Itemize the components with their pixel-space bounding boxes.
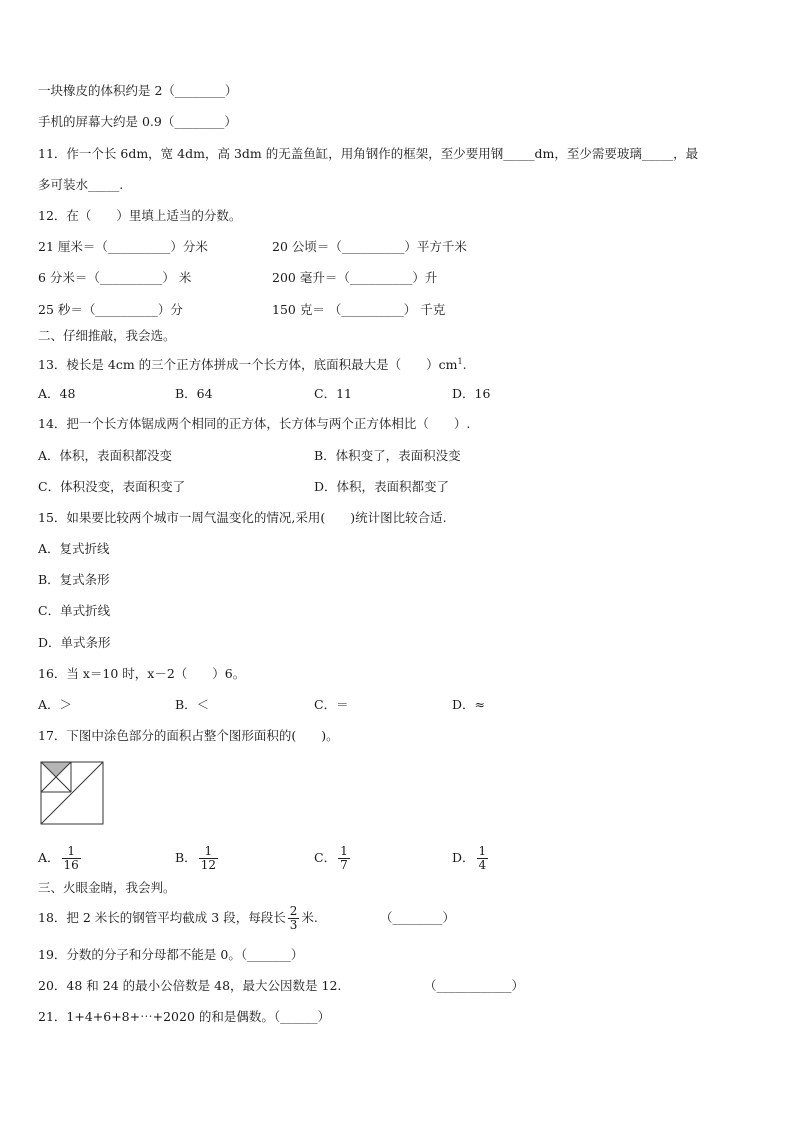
- q15-option-b: B．复式条形: [38, 572, 110, 587]
- fraction-numerator: 1: [204, 844, 213, 858]
- q12-row2-right: 200 毫升＝（__________）升: [272, 270, 438, 285]
- q15-option-a: A．复式折线: [38, 541, 110, 556]
- q16-option-a: A．＞: [38, 697, 73, 712]
- q13-option-b: B．64: [175, 386, 213, 401]
- q15-option-d: D．单式条形: [38, 635, 111, 650]
- question-19: 19．分数的分子和分母都不能是 0。（_______）: [38, 947, 304, 962]
- question-12: 12．在（ ）里填上适当的分数。: [38, 208, 242, 223]
- q14-option-b: B．体积变了，表面积没变: [314, 448, 461, 463]
- fraction-1-4: [477, 845, 489, 872]
- fraction-1-7: [338, 845, 350, 872]
- q15-option-c: C．单式折线: [38, 603, 111, 618]
- line-phone-screen: 手机的屏幕大约是 0.9（________）: [38, 114, 237, 129]
- section-3-heading: 三、火眼金睛，我会判。: [38, 880, 176, 895]
- q17-option-d-label: D．: [452, 850, 475, 865]
- line-eraser-volume: 一块橡皮的体积约是 2（________）: [38, 83, 238, 98]
- question-14: 14．把一个长方体锯成两个相同的正方体，长方体与两个正方体相比（ ）.: [38, 416, 471, 431]
- fraction-2-3: [288, 905, 300, 932]
- question-13-end: .: [462, 357, 467, 373]
- q12-row3-right: 150 克＝ （__________） 千克: [272, 302, 446, 317]
- q17-option-c: [314, 838, 352, 878]
- q17-option-b-label: B．: [175, 850, 197, 865]
- question-18-text: 18．把 2 米长的钢管平均截成 3 段，每段长: [38, 910, 286, 925]
- shaded-triangle: [41, 762, 71, 777]
- q13-option-a: A．48: [38, 386, 76, 401]
- question-13-exponent: 1: [457, 357, 463, 366]
- question-13: [38, 354, 467, 373]
- question-20: 20．48 和 24 的最小公倍数是 48，最大公因数是 12.: [38, 978, 342, 993]
- question-16: 16．当 x＝10 时，x－2（ ）6。: [38, 666, 246, 681]
- fraction-numerator: 1: [478, 844, 487, 858]
- question-13-text: 13．棱长是 4cm 的三个正方体拼成一个长方体，底面积最大是（ ）cm: [38, 357, 458, 373]
- q16-option-d: D．≈: [452, 697, 485, 712]
- fraction-denominator: 16: [63, 858, 79, 872]
- q18-answer-blank: （________）: [380, 910, 456, 925]
- question-21: 21．1+4+6+8+⋯+2020 的和是偶数。（______）: [38, 1009, 331, 1024]
- q12-row3-left: 25 秒＝（__________）分: [38, 302, 183, 317]
- question-11-line1: 11．作一个长 6dm，宽 4dm，高 3dm 的无盖鱼缸，用角钢作的框架，至少要用钢_____dm，至少需要玻璃_____，最: [38, 146, 699, 161]
- q17-option-c-label: C．: [314, 850, 337, 865]
- fraction-numerator: 1: [67, 844, 75, 858]
- q14-option-a: A．体积，表面积都没变: [38, 448, 173, 463]
- question-18: [38, 900, 318, 936]
- q17-option-d: [452, 838, 490, 878]
- fraction-numerator: 2: [289, 904, 298, 918]
- q20-answer-blank: （____________）: [424, 978, 525, 993]
- question-15: 15．如果要比较两个城市一周气温变化的情况,采用( )统计图比较合适.: [38, 510, 447, 525]
- q14-option-d: D．体积，表面积都变了: [314, 479, 450, 494]
- fraction-denominator: 7: [340, 858, 348, 872]
- question-11-line2: 多可装水_____.: [38, 177, 124, 192]
- q12-row1-left: 21 厘米＝（__________）分米: [38, 239, 208, 254]
- q17-option-b: [175, 838, 220, 878]
- fraction-denominator: 12: [200, 858, 216, 872]
- fraction-numerator: 1: [340, 844, 348, 858]
- fraction-1-12: [199, 845, 218, 872]
- question-18-unit: 米.: [301, 910, 318, 925]
- q17-option-a-label: A．: [38, 850, 60, 865]
- q13-option-d: D．16: [452, 386, 491, 401]
- q13-option-c: C．11: [314, 386, 352, 401]
- q12-row2-left: 6 分米＝（__________） 米: [38, 270, 192, 285]
- fraction-1-16: [62, 845, 81, 872]
- fraction-denominator: 3: [289, 918, 298, 932]
- q17-option-a: [38, 838, 83, 878]
- section-2-heading: 二、仔细推敲，我会选。: [38, 328, 176, 343]
- fraction-denominator: 4: [478, 858, 487, 872]
- q16-option-c: C．＝: [314, 697, 349, 712]
- q14-option-c: C．体积没变，表面积变了: [38, 479, 186, 494]
- q12-row1-right: 20 公顷＝（__________）平方千米: [272, 239, 467, 254]
- q16-option-b: B．＜: [175, 697, 210, 712]
- question-17: 17．下图中涂色部分的面积占整个图形面积的( )。: [38, 728, 339, 743]
- shaded-square-figure: [40, 761, 104, 825]
